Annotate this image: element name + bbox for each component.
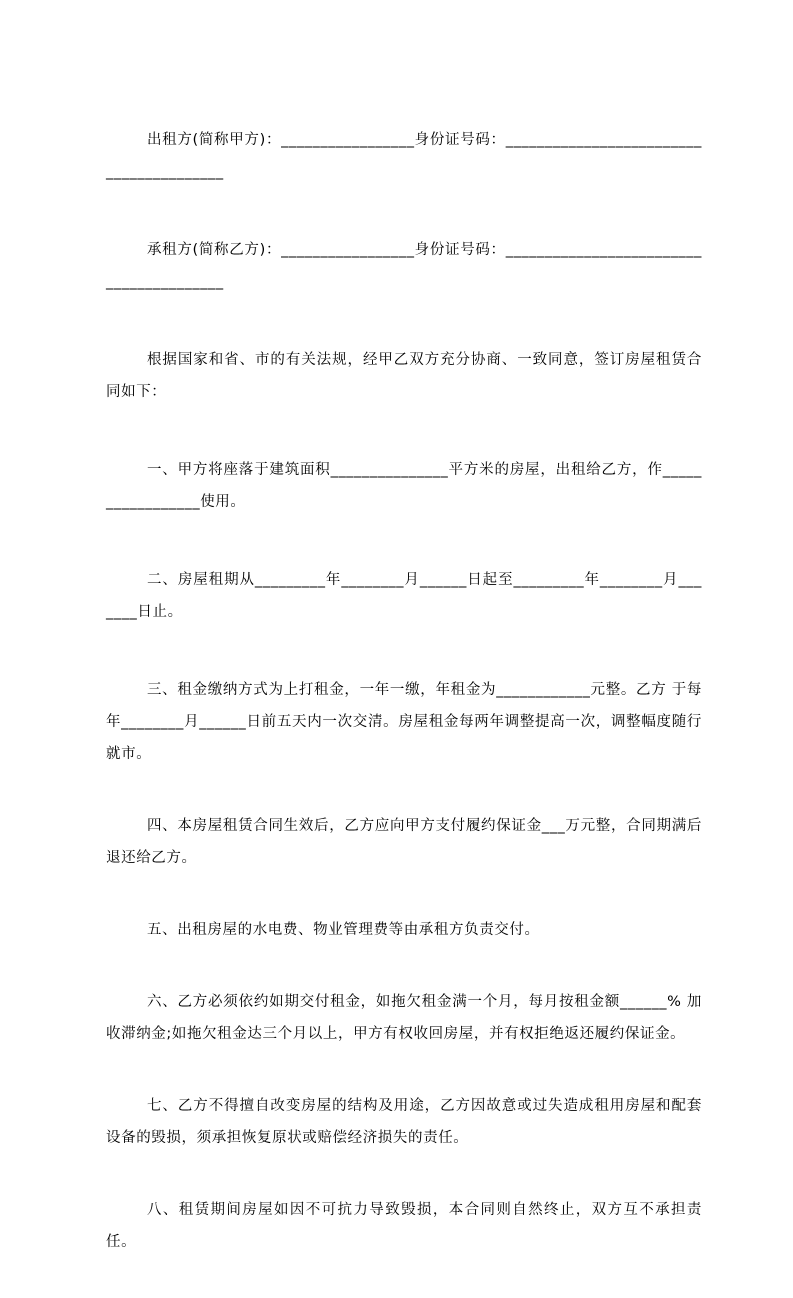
lessee-line: 承租方(简称乙方)：_________________身份证号码：________________________________________ <box>106 242 702 290</box>
clause-3-rent: 三、租金缴纳方式为上打租金，一年一缴，年租金为____________元整。乙方 于每年________月______日前五天内一次交清。房屋租金每两年调整提高一次，调整幅度随行就市。 <box>106 682 702 762</box>
clause-1-premises: 一、甲方将座落于建筑面积_______________平方米的房屋，出租给乙方，作_________________使用。 <box>106 462 702 510</box>
clause-7-alteration: 七、乙方不得擅自改变房屋的结构及用途，乙方因故意或过失造成租用房屋和配套设备的毁损，须承担恢复原状或赔偿经济损失的责任。 <box>106 1098 702 1146</box>
clause-6-late-payment: 六、乙方必须依约如期交付租金，如拖欠租金满一个月，每月按租金额______% 加收滞纳金;如拖欠租金达三个月以上，甲方有权收回房屋，并有权拒绝返还履约保证金。 <box>106 994 702 1042</box>
preamble-clause: 根据国家和省、市的有关法规，经甲乙双方充分协商、一致同意，签订房屋租赁合同如下： <box>106 352 702 400</box>
clause-2-term: 二、房屋租期从_________年________月______日起至_________年________月_______日止。 <box>106 572 702 620</box>
clause-4-deposit: 四、本房屋租赁合同生效后，乙方应向甲方支付履约保证金___万元整，合同期满后退还给乙方。 <box>106 818 702 866</box>
clause-8-force-majeure: 八、租赁期间房屋如因不可抗力导致毁损，本合同则自然终止，双方互不承担责任。 <box>106 1202 702 1250</box>
lessor-line: 出租方(简称甲方)：_________________身份证号码：________________________________________ <box>106 132 702 180</box>
clause-5-utilities: 五、出租房屋的水电费、物业管理费等由承租方负责交付。 <box>147 922 540 938</box>
